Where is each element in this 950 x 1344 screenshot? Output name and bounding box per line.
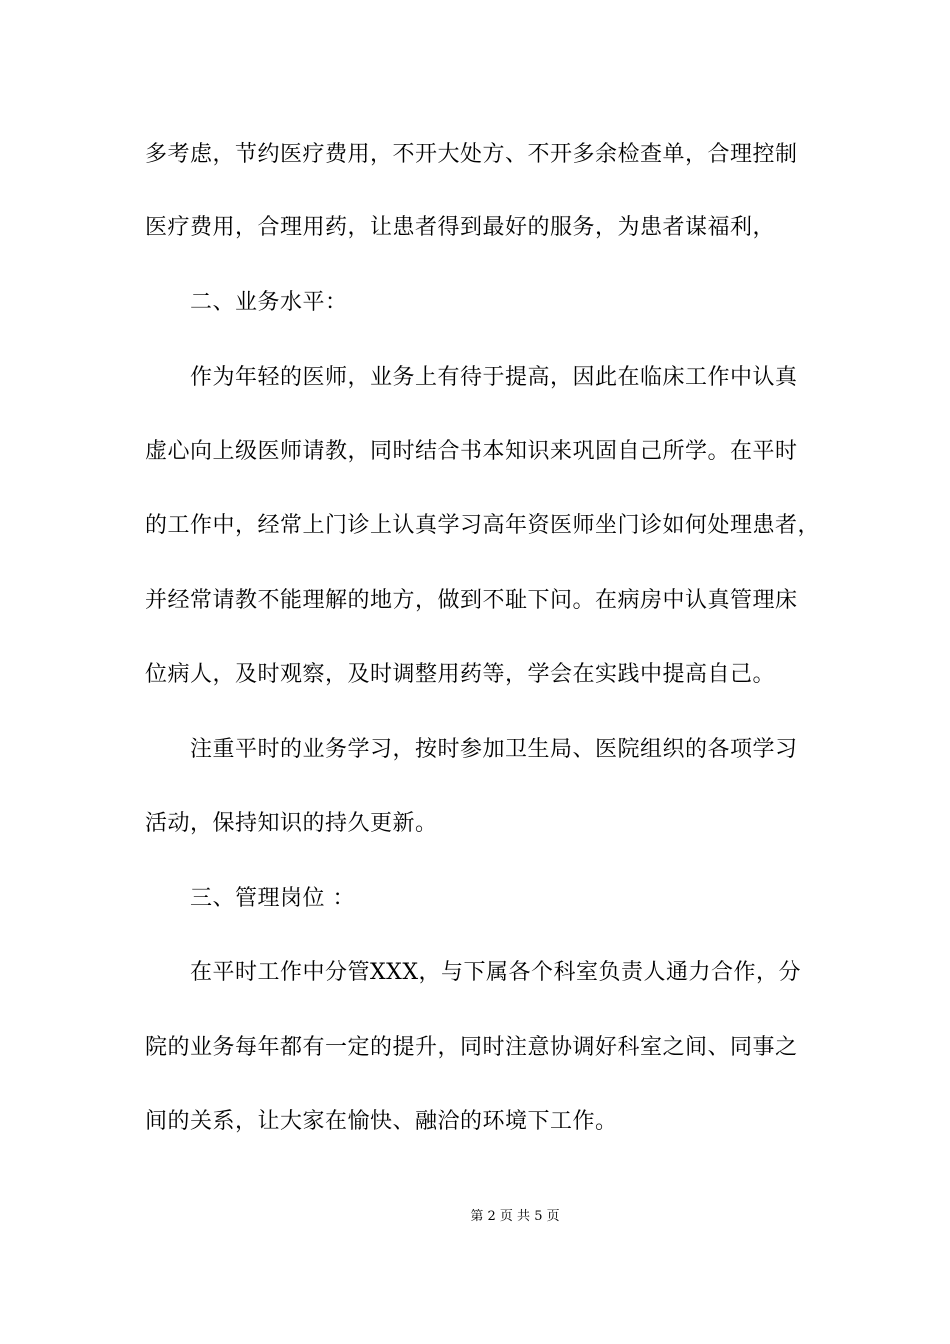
body-line-2: 医疗费用，合理用药，让患者得到最好的服务，为患者谋福利， [145, 215, 776, 240]
body-line-12: 在平时工作中分管XXX，与下属各个科室负责人通力合作，分 [190, 960, 801, 985]
body-line-4: 作为年轻的医师，业务上有待于提高，因此在临床工作中认真 [190, 365, 798, 390]
body-line-5: 虚心向上级医师请教，同时结合书本知识来巩固自己所学。在平时 [145, 439, 798, 464]
section-heading-business-level: 二、业务水平： [190, 290, 348, 315]
body-line-10: 活动，保持知识的持久更新。 [145, 811, 438, 836]
body-line-7: 并经常请教不能理解的地方，做到不耻下问。在病房中认真管理床 [145, 588, 798, 613]
body-line-13: 院的业务每年都有一定的提升，同时注意协调好科室之间、同事之 [145, 1035, 798, 1060]
section-heading-management: 三、管理岗位 ： [190, 886, 355, 911]
page-number-footer: 第 2 页 共 5 页 [470, 1209, 560, 1224]
body-line-1: 多考虑，节约医疗费用，不开大处方、不开多余检查单，合理控制 [145, 142, 798, 167]
body-line-14: 间的关系，让大家在愉快、融洽的环境下工作。 [145, 1109, 618, 1134]
body-line-8: 位病人，及时观察，及时调整用药等，学会在实践中提高自己。 [145, 662, 776, 687]
body-line-6: 的工作中，经常上门诊上认真学习高年资医师坐门诊如何处理患者， [145, 513, 821, 538]
body-line-9: 注重平时的业务学习，按时参加卫生局、医院组织的各项学习 [190, 737, 798, 762]
